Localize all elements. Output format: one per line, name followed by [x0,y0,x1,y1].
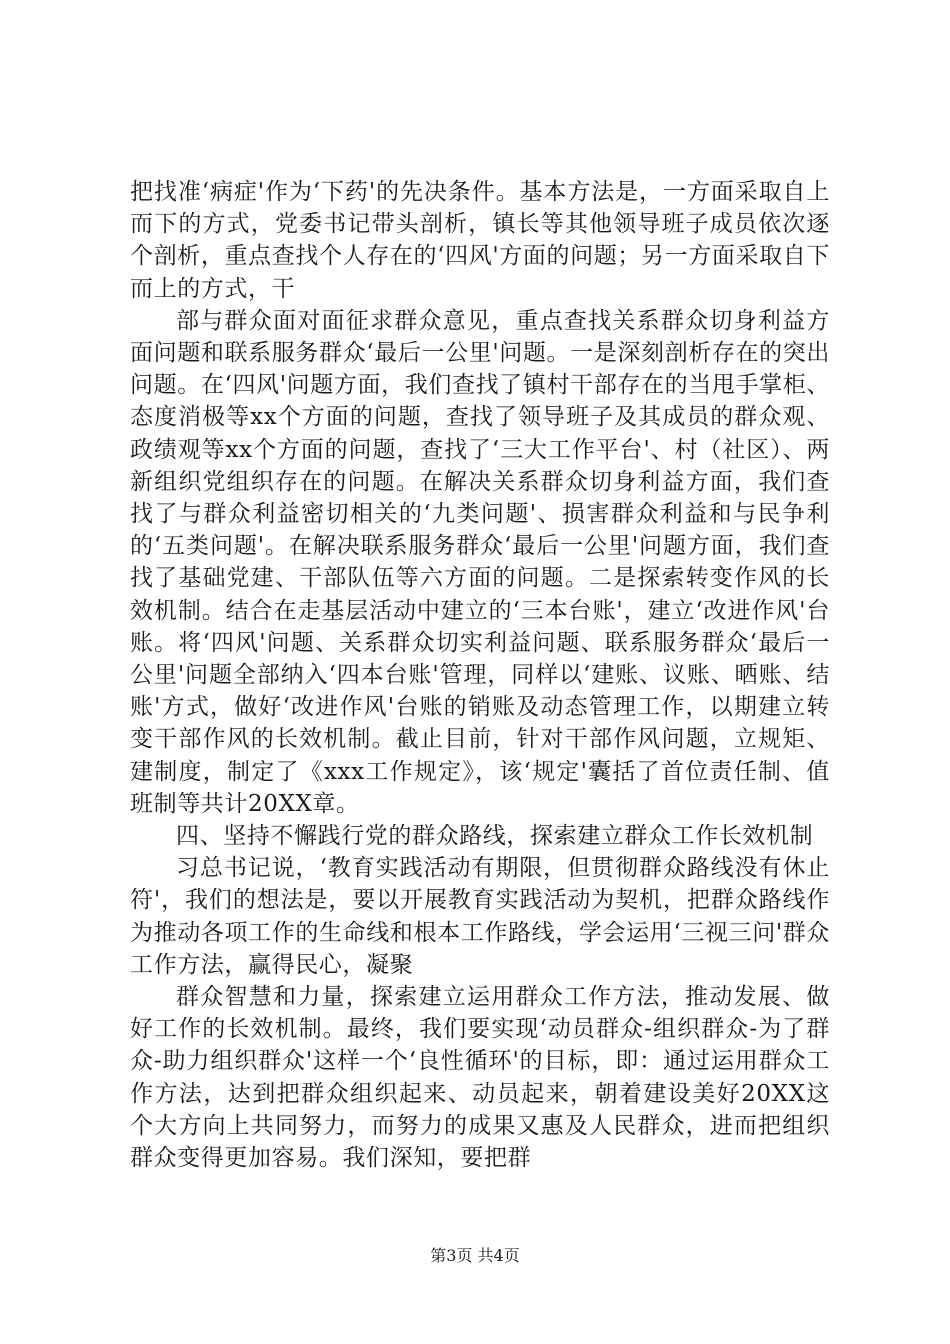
paragraph-2: 部与群众面对面征求群众意见，重点查找关系群众切身利益方面问题和联系服务群众‘最后一公里'问题。一是深刻剖析存在的突出问题。在‘四风'问题方面，我们查找了镇村干部存在的当甩手掌柜、态度消极等xx个方面的问题，查找了领导班子及其成员的群众观、政绩观等xx个方面的问题，查找了‘三大工作平台'、村（社区）、两新组织党组织存在的问题。在解决关系群众切身利益方面，我们查找了与群众利益密切相关的‘九类问题'、损害群众利益和与民争利的‘五类问题'。在解决联系服务群众‘最后一公里'问题方面，我们查找了基础党建、干部队伍等六方面的问题。二是探索转变作风的长效机制。结合在走基层活动中建立的‘三本台账'，建立‘改进作风'台账。将‘四风'问题、关系群众切实利益问题、联系服务群众‘最后一公里'问题全部纳入‘四本台账'管理，同样以‘建账、议账、晒账、结账'方式，做好‘改进作风'台账的销账及动态管理工作，以期建立转变干部作风的长效机制。截止目前，针对干部作风问题，立规矩、建制度，制定了《xxx工作规定》，该‘规定'囊括了首位责任制、值班制等共计20XX章。 [130,307,830,817]
paragraph-3: 习总书记说，‘教育实践活动有期限，但贯彻群众路线没有休止符'，我们的想法是，要以开展教育实践活动为契机，把群众路线作为推动各项工作的生命线和根本工作路线，学会运用‘三视三问'群众工作方法，赢得民心，凝聚 [130,855,830,978]
section-heading-4: 四、坚持不懈践行党的群众路线，探索建立群众工作长效机制 [176,823,814,850]
paragraph-4: 群众智慧和力量，探索建立运用群众工作方法，推动发展、做好工作的长效机制。最终，我们要实现‘动员群众-组织群众-为了群众-助力组织群众'这样一个‘良性循环'的目标，即：通过运用群众工作方法，达到把群众组织起来、动员起来，朝着建设美好20XX这个大方向上共同努力，而努力的成果又惠及人民群众，进而把组织群众变得更加容易。我们深知，要把群 [130,984,830,1172]
document-body [130,176,830,1174]
page-footer: 第3页 共4页 [430,1246,520,1265]
paragraph-1: 把找准‘病症'作为‘下药'的先决条件。基本方法是，一方面采取自上而下的方式，党委书记带头剖析，镇长等其他领导班子成员依次逐个剖析，重点查找个人存在的‘四风'方面的问题；另一方面采取自下而上的方式，干 [130,179,830,302]
